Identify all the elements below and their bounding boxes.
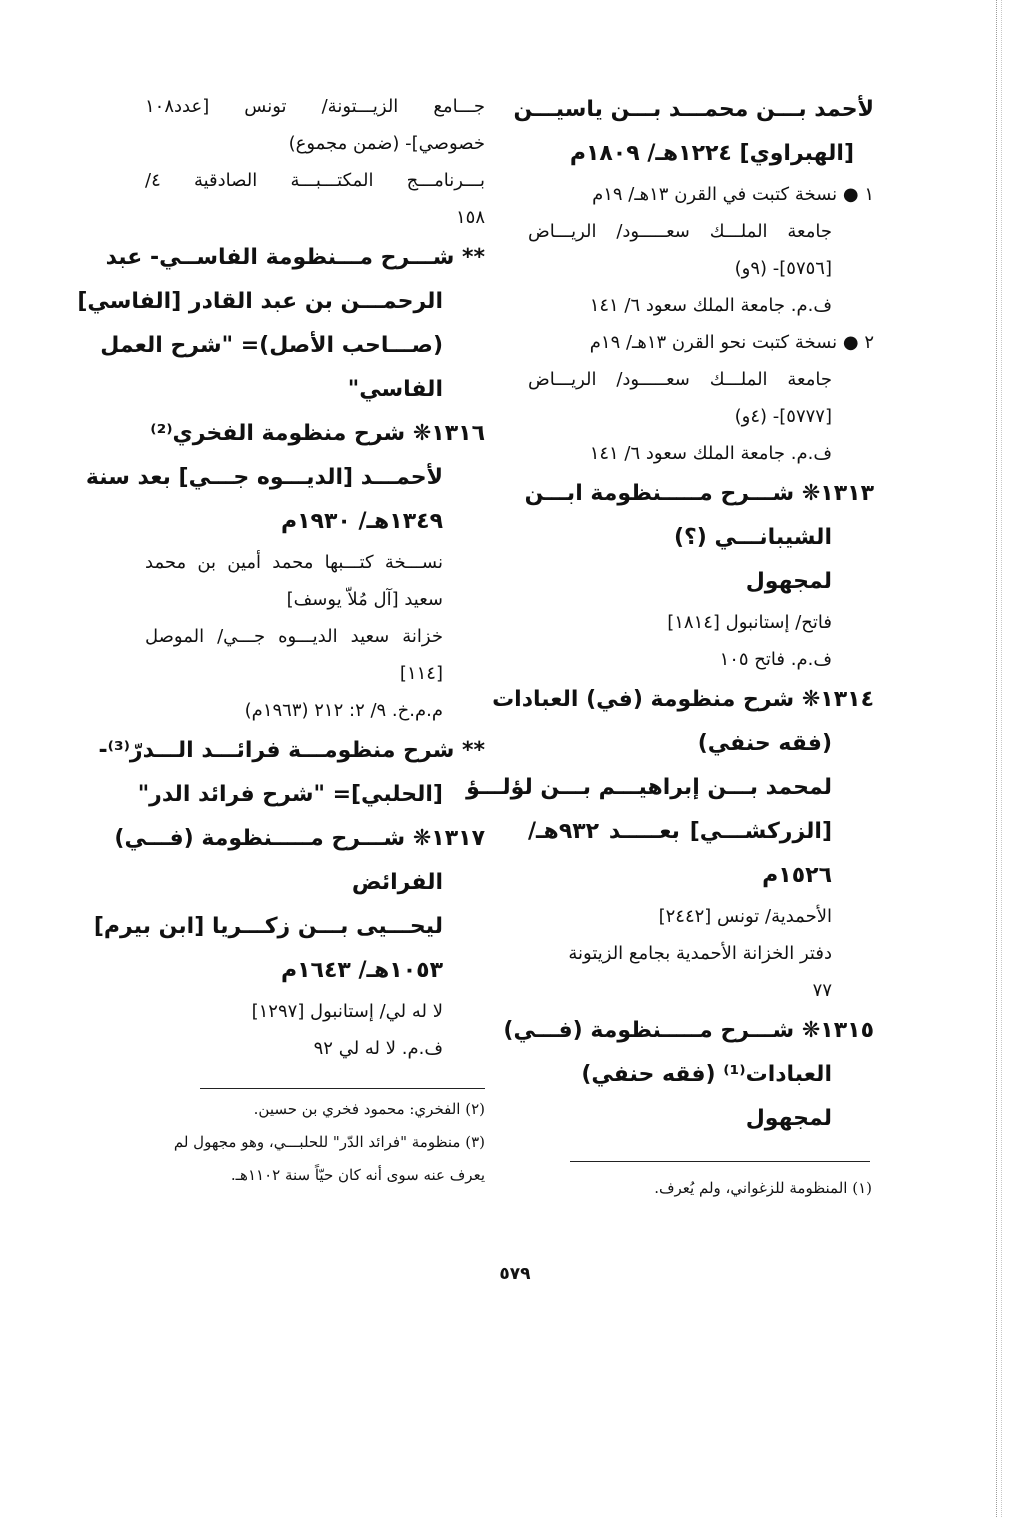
page-edge-line-inner — [1001, 0, 1002, 1517]
left-line-14: [١١٤] — [399, 663, 443, 684]
left-line-13: خزانة سعيد الديـــوه جـــي/ الموصل — [145, 626, 443, 647]
right-line-10: ١٣١٣❋ شـــرح مـــــنظومة ابـــن — [524, 481, 874, 506]
right-line-25: لمجهول — [745, 1106, 832, 1131]
left-line-20: ليحـــيى بـــن زكـــريا [ابن بيرم] — [93, 914, 443, 939]
left-line-15: م.م.خ. ٩/ ٢: ٢١٢ (١٩٦٣م) — [244, 700, 443, 721]
right-line-8: [٥٧٧٧]- (٤و) — [734, 406, 832, 427]
page-number: ٥٧٩ — [499, 1264, 531, 1284]
right-line-19: ١٥٢٦م — [762, 863, 832, 888]
right-line-18: [الزركشـــي] بعـــــد ٩٣٢هـ/ — [528, 819, 832, 844]
footnotes-right — [560, 1172, 872, 1205]
left-line-22: لا له لي/ إستانبول [١٢٩٧] — [251, 1001, 443, 1022]
right-line-23: ١٣١٥❋ شـــرح مـــــنظومة (فـــي) — [503, 1018, 874, 1043]
footnote-2: (٢) الفخري: محمود فخري بن حسين. — [253, 1100, 485, 1118]
footnote-3-line1: (٣) منظومة "فرائد الدّر" للحلبـــي، وهو مجهول لم — [173, 1133, 485, 1151]
footnote-1: (١) المنظومة للزغواني، ولم يُعرف. — [654, 1179, 872, 1197]
right-line-3: جامعة الملـــك سعـــــود/ الريـــاض — [528, 221, 832, 242]
left-line-16: ** شرح منظومـــة فرائـــد الـــدرّ⁽³⁾- — [98, 738, 485, 763]
left-line-7: الفاسي" — [347, 377, 443, 402]
right-line-20: الأحمدية/ تونس [٢٤٤٢] — [658, 906, 832, 927]
footnotes-left — [150, 1093, 485, 1192]
right-line-17: لمحمد بـــن إبراهيـــم بـــن لؤلـــؤ — [466, 775, 832, 800]
right-line-9: ف.م. جامعة الملك سعود ٦/ ١٤١ — [589, 443, 832, 464]
left-line-9: لأحمـــد [الديـــوه جـــي] بعد سنة — [85, 465, 443, 490]
right-line-6: ٢ ● نسخة كتبت نحو القرن ١٣هـ/ ١٩م — [589, 332, 874, 353]
left-line-3: ١٥٨ — [455, 207, 485, 228]
right-line-22: ٧٧ — [812, 980, 832, 1001]
left-line-19: الفرائض — [351, 870, 443, 895]
right-line-0: لأحمد بـــن محمـــد بـــن ياسيـــن — [513, 97, 874, 122]
left-line-6: (صـــاحب الأصل)= "شرح العمل — [100, 333, 443, 358]
left-line-5: الرحمـــن بن عبد القادر [الفاسي] — [77, 289, 443, 314]
left-line-8: ١٣١٦❋ شرح منظومة الفخري⁽²⁾ — [150, 421, 485, 446]
left-line-10: ١٣٤٩هـ/ ١٩٣٠م — [280, 509, 443, 534]
right-line-14: ف.م. فاتح ١٠٥ — [719, 649, 832, 670]
right-line-12: لمجهول — [745, 569, 832, 594]
right-line-7: جامعة الملـــك سعـــــود/ الريـــاض — [528, 369, 832, 390]
right-line-21: دفتر الخزانة الأحمدية بجامع الزيتونة — [568, 943, 832, 964]
right-line-13: فاتح/ إستانبول [١٨١٤] — [667, 612, 832, 633]
right-line-11: الشيبانـــي (؟) — [673, 525, 832, 550]
right-line-2: ١ ● نسخة كتبت في القرن ١٣هـ/ ١٩م — [592, 184, 874, 205]
footnote-3-line2: يعرف عنه سوى أنه كان حيّاً سنة ١١٠٢هـ. — [230, 1166, 485, 1184]
right-line-15: ١٣١٤❋ شرح منظومة (في) العبادات — [492, 687, 874, 712]
left-column — [77, 88, 485, 1067]
left-line-2: بـــرنامـــج المكتـــبـــة الصادقية ٤/ — [145, 170, 485, 191]
left-line-12: سعيد [آل مُلاّ يوسف] — [286, 589, 443, 610]
left-line-17: [الحلبي]= "شرح فرائد الدر" — [137, 782, 443, 807]
right-line-16: (فقه حنفي) — [697, 731, 832, 756]
right-line-5: ف.م. جامعة الملك سعود ٦/ ١٤١ — [589, 295, 832, 316]
left-line-21: ١٠٥٣هـ/ ١٦٤٣م — [280, 958, 443, 983]
left-line-23: ف.م. لا له لي ٩٢ — [313, 1038, 443, 1059]
left-line-0: جـــامع الزيـــتونة/ تونس [عدد١٠٨ — [145, 96, 485, 117]
left-line-18: ١٣١٧❋ شـــرح مـــــنظومة (فـــي) — [114, 826, 485, 851]
page-edge-line — [996, 0, 997, 1517]
left-line-1: خصوصي]- (ضمن مجموع) — [288, 133, 485, 154]
right-line-4: [٥٧٥٦]- (٩و) — [734, 258, 832, 279]
right-line-1: [الهبراوي] ١٢٢٤هـ/ ١٨٠٩م — [569, 141, 854, 166]
left-line-4: ** شـــرح مـــنظومة الفاســي- عبد — [105, 245, 485, 270]
right-line-24: العبادات⁽¹⁾ (فقه حنفي) — [581, 1062, 832, 1087]
footnote-rule-left — [200, 1088, 485, 1089]
left-line-11: نســـخة كتـــبها محمد أمين بن محمد — [145, 552, 443, 573]
footnote-rule-right — [570, 1161, 870, 1162]
